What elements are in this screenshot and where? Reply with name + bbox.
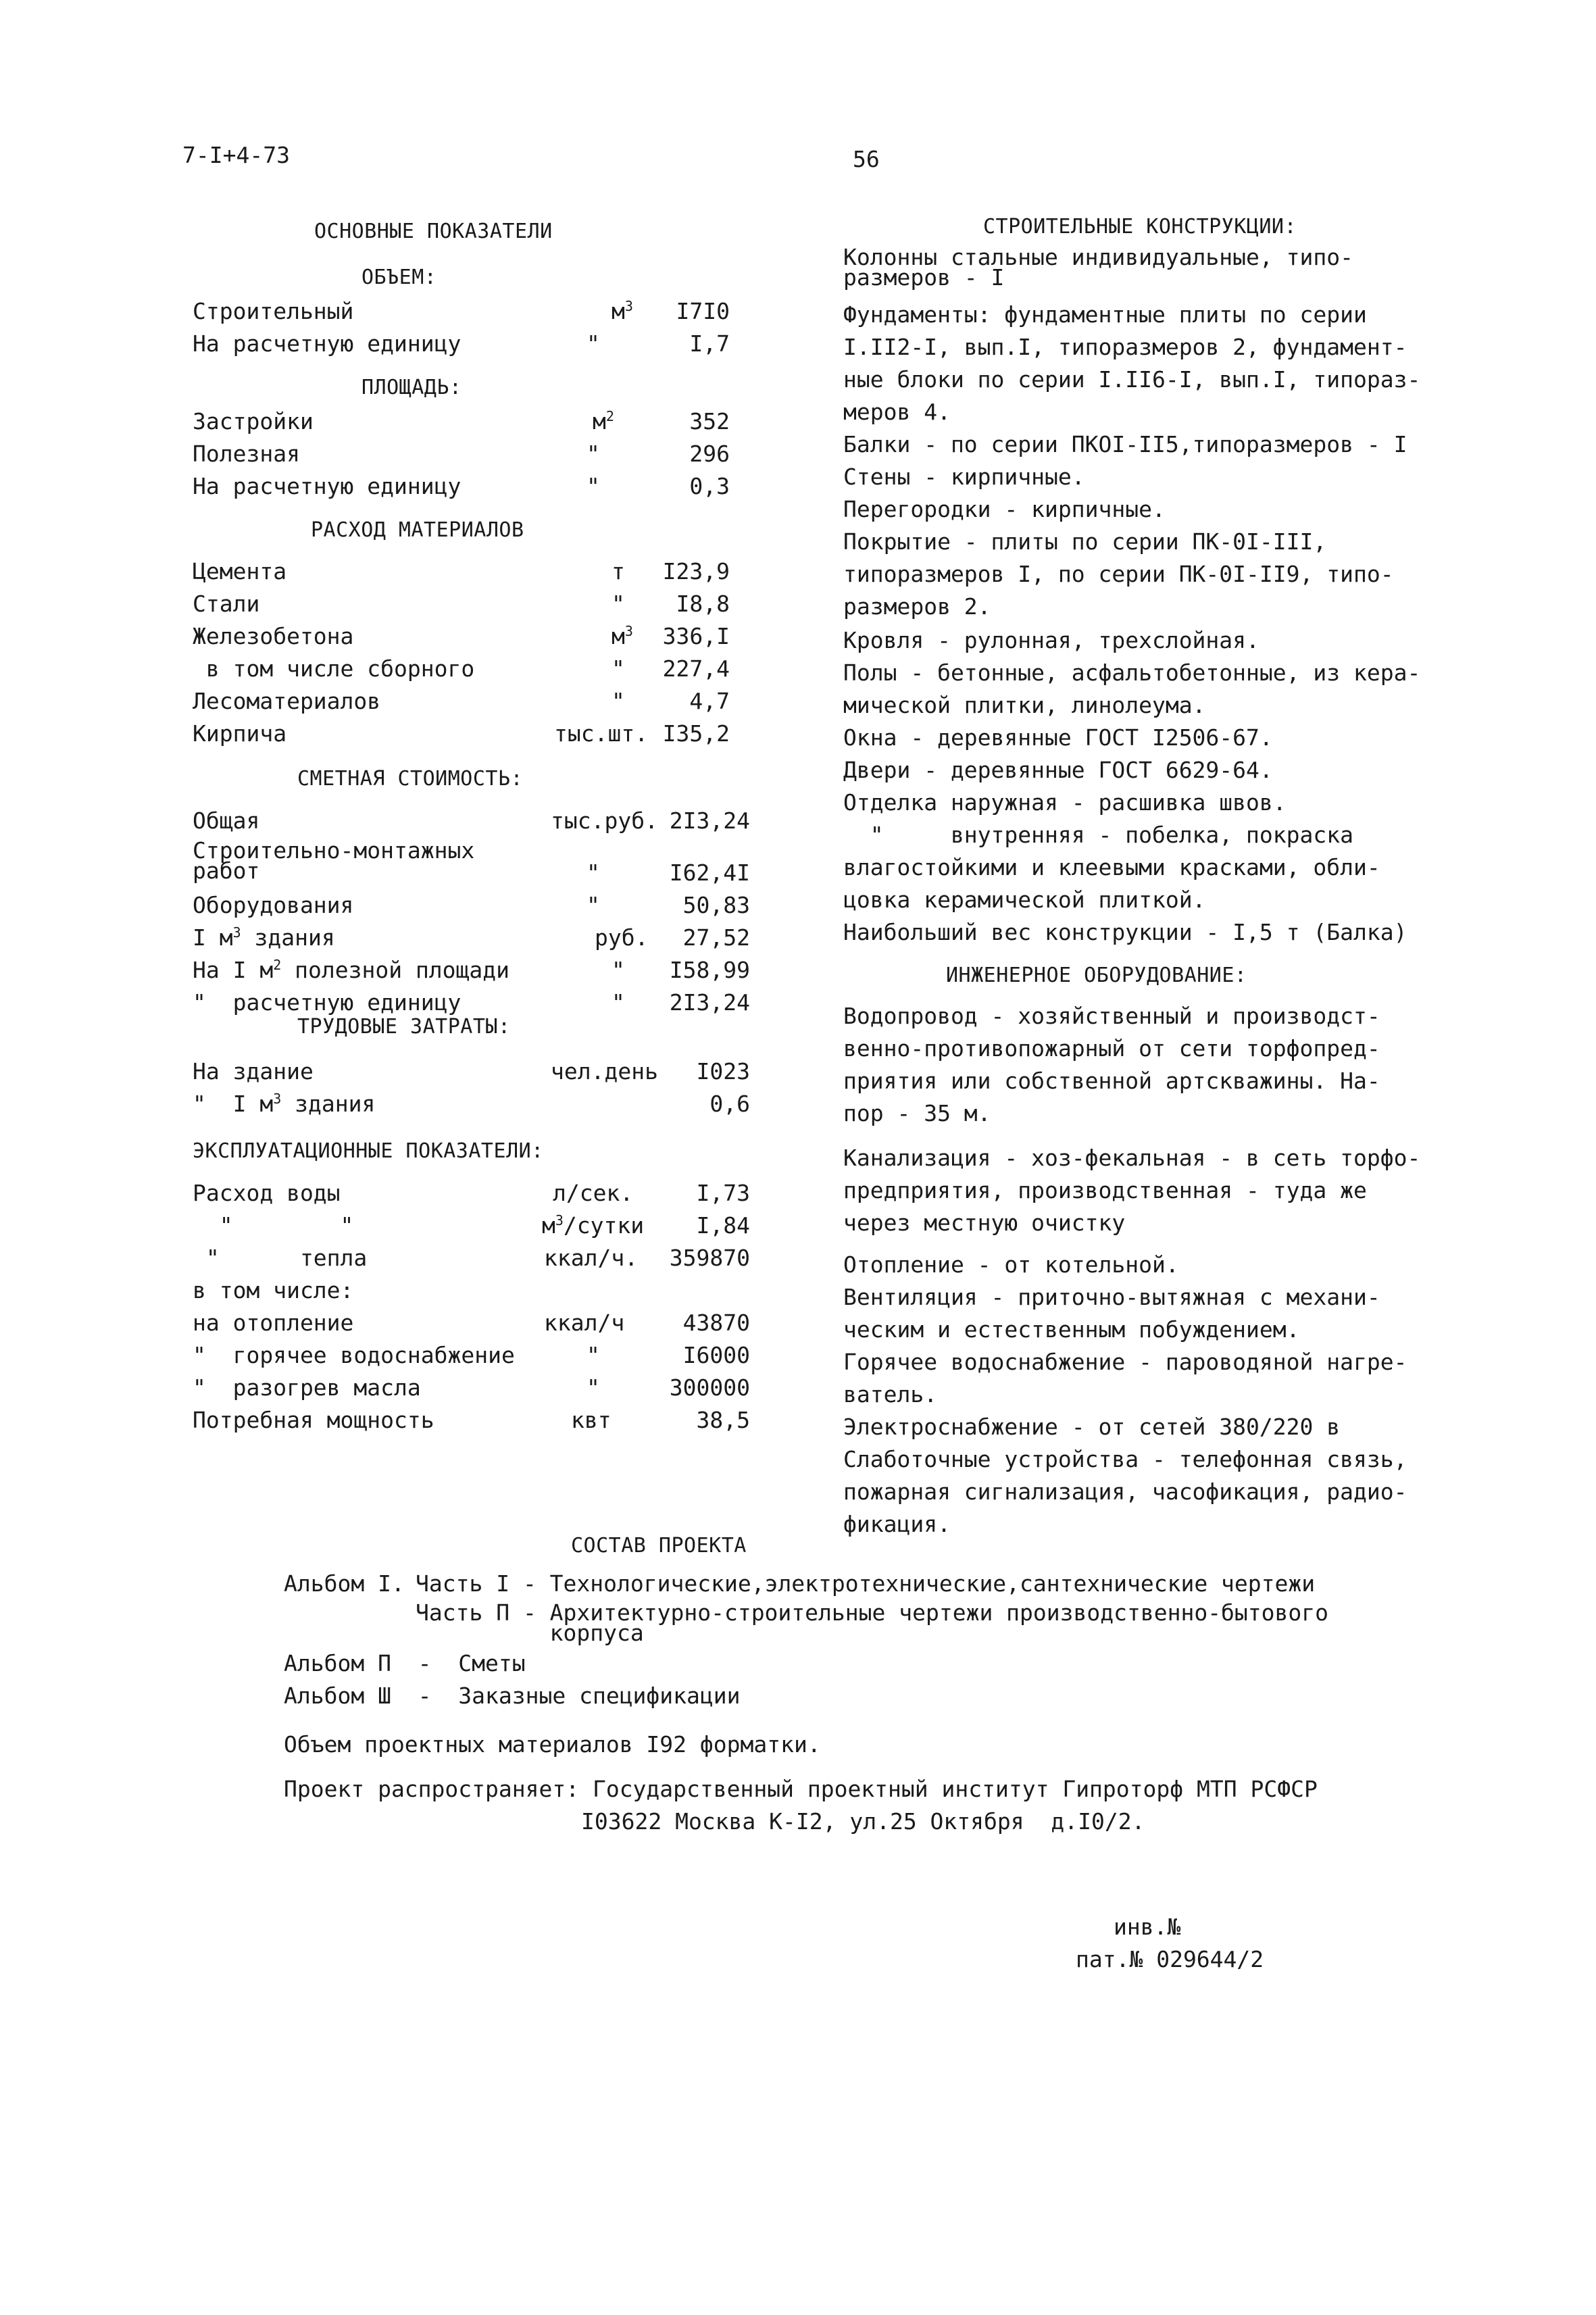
structure-item: Двери - деревянные ГОСТ 6629-64. xyxy=(843,757,1273,783)
operation-row-value: I,84 xyxy=(696,1212,750,1239)
materials-row-value: 4,7 xyxy=(689,688,730,714)
cost-row-value: I62,4I xyxy=(669,860,750,886)
structure-item: Полы - бетонные, асфальтобетонные, из кера- мической плитки, линолеума. xyxy=(843,659,1421,718)
materials-row-value: I8,8 xyxy=(676,591,730,617)
area-row-value: 352 xyxy=(689,408,730,434)
album-1-part-1: Часть I - Технологические,электротехнические,сантехнические чертежи xyxy=(416,1570,1316,1597)
volume-row-unit: $м^3$ xyxy=(612,298,633,324)
volume-title: ОБЪЕМ: xyxy=(361,266,437,289)
operation-row-value: 43870 xyxy=(682,1310,750,1336)
cost-row-unit: тыс.руб. xyxy=(551,807,658,834)
structure-item: Наибольший вес конструкции - I,5 т (Балка) xyxy=(843,919,1407,945)
cost-row-value: 27,52 xyxy=(682,924,750,951)
operation-row-label: " " xyxy=(193,1212,354,1239)
materials-row-unit: тыс.шт. xyxy=(554,720,649,747)
cost-row-unit: " xyxy=(587,892,600,918)
area-row-unit: $м^2$ xyxy=(593,408,614,434)
volume-row-value: I7I0 xyxy=(676,298,730,324)
volume-row-value: I,7 xyxy=(689,330,730,357)
cost-row-value: 50,83 xyxy=(682,892,750,918)
area-row-value: 296 xyxy=(689,441,730,467)
composition-title: СОСТАВ ПРОЕКТА xyxy=(571,1534,747,1558)
operation-row-unit: ккал/ч. xyxy=(544,1245,639,1271)
cost-row-unit: " xyxy=(612,989,625,1016)
area-row-label: На расчетную единицу xyxy=(193,473,462,499)
inventory-number: инв.№ xyxy=(1114,1914,1181,1940)
main-indicators-title: ОСНОВНЫЕ ПОКАЗАТЕЛИ xyxy=(314,220,553,243)
engineering-item: Слаботочные устройства - телефонная связь, пожарная сигнализация, часофикация, радио- фикация. xyxy=(843,1446,1407,1537)
operation-row-unit: " xyxy=(587,1374,600,1401)
materials-row-label: в том числе сборного xyxy=(193,655,475,682)
structure-item: Фундаменты: фундаментные плиты по серии I.II2-I, вып.I, типоразмеров 2, фундамент- ные блоки по серии I.II6-I, вып.I, типораз- меров 4. xyxy=(843,301,1421,425)
materials-row-unit: $м^3$ xyxy=(612,623,633,649)
labor-row-unit: чел.день xyxy=(551,1058,658,1085)
cost-row-unit: руб. xyxy=(595,924,649,951)
labor-row-label: " I $м^3$ здания xyxy=(193,1091,376,1117)
cost-row-label: Строительно-монтажных xyxy=(193,837,475,864)
materials-row-label: Стали xyxy=(193,591,260,617)
materials-row-value: I35,2 xyxy=(662,720,730,747)
area-row-unit: " xyxy=(587,473,600,499)
operation-row-label: Расход воды xyxy=(193,1180,341,1206)
operation-title: ЭКСПЛУАТАЦИОННЫЕ ПОКАЗАТЕЛИ: xyxy=(193,1139,544,1163)
structure-item: Отделка наружная - расшивка швов. " внутренняя - побелка, покраска влагостойкими и клеевыми красками, обли- цовка керамической плиткой. xyxy=(843,789,1380,913)
operation-row-unit: л/сек. xyxy=(553,1180,634,1206)
cost-row-label: Общая xyxy=(193,807,260,834)
engineering-item: Канализация - хоз-фекальная - в сеть торфо- предприятия, производственная - туда же через местную очистку xyxy=(843,1145,1421,1236)
structures-title: СТРОИТЕЛЬНЫЕ КОНСТРУКЦИИ: xyxy=(983,215,1297,239)
page-number: 56 xyxy=(853,146,880,172)
materials-row-label: Лесоматериалов xyxy=(193,688,381,714)
materials-row-label: Цемента xyxy=(193,558,287,584)
engineering-item: Электроснабжение - от сетей 380/220 в xyxy=(843,1414,1341,1440)
structure-item: Стены - кирпичные. xyxy=(843,464,1085,490)
cost-row-label: На I $м^2$ полезной площади xyxy=(193,957,510,983)
materials-row-unit: " xyxy=(612,655,625,682)
cost-row-value: 2I3,24 xyxy=(669,989,750,1016)
document-code: 7-I+4-73 xyxy=(182,142,290,168)
cost-row-value: I58,99 xyxy=(669,957,750,983)
cost-row-label: " расчетную единицу xyxy=(193,989,462,1016)
operation-row-label: " тепла xyxy=(193,1245,368,1271)
cost-row-unit: " xyxy=(587,860,600,886)
cost-row-value: 2I3,24 xyxy=(669,807,750,834)
materials-row-value: 227,4 xyxy=(662,655,730,682)
operation-row-unit: квт xyxy=(571,1407,612,1433)
structure-item: Колонны стальные индивидуальные, типо- размеров - I xyxy=(843,244,1353,291)
cost-row-label-cont: работ xyxy=(193,857,260,884)
distributor: Проект распространяет: Государственный проектный институт Гипроторф МТП РСФСР xyxy=(284,1776,1318,1802)
operation-row-label: Потребная мощность xyxy=(193,1407,434,1433)
materials-volume-note: Объем проектных материалов I92 форматки. xyxy=(284,1731,821,1758)
structure-item: Балки - по серии ПКОI-II5,типоразмеров - I xyxy=(843,431,1407,457)
operation-row-label: " разогрев масла xyxy=(193,1374,421,1401)
operation-row-label: " горячее водоснабжение xyxy=(193,1342,515,1368)
materials-row-unit: " xyxy=(612,591,625,617)
materials-row-value: I23,9 xyxy=(662,558,730,584)
cost-row-unit: " xyxy=(612,957,625,983)
materials-title: РАСХОД МАТЕРИАЛОВ xyxy=(311,518,524,542)
album-1-part-2: Часть П - Архитектурно-строительные чертежи производственно-бытового корпуса xyxy=(416,1599,1329,1646)
engineering-item: Отопление - от котельной. xyxy=(843,1251,1179,1278)
structure-item: Покрытие - плиты по серии ПК-0I-III, типоразмеров I, по серии ПК-0I-II9, типо- размеров 2. xyxy=(843,528,1394,620)
cost-row-label: Оборудования xyxy=(193,892,354,918)
operation-row-unit: ккал/ч xyxy=(544,1310,625,1336)
operation-row-unit: $м^3$/сутки xyxy=(542,1212,645,1239)
album-1-label: Альбом I. xyxy=(284,1570,405,1597)
labor-row-value: I023 xyxy=(696,1058,750,1085)
volume-row-label: Строительный xyxy=(193,298,354,324)
materials-row-label: Железобетона xyxy=(193,623,354,649)
area-row-label: Полезная xyxy=(193,441,300,467)
distributor-address: I03622 Москва К-I2, ул.25 Октября д.I0/2. xyxy=(581,1808,1145,1835)
operation-row-value: 359870 xyxy=(669,1245,750,1271)
operation-row-value: 300000 xyxy=(669,1374,750,1401)
patent-number: пат.№ 029644/2 xyxy=(1076,1946,1264,1972)
engineering-item: Горячее водоснабжение - пароводяной нагре- ватель. xyxy=(843,1349,1407,1408)
cost-row-label: I $м^3$ здания xyxy=(193,924,335,951)
album-3: Альбом Ш - Заказные спецификации xyxy=(284,1683,741,1709)
structure-item: Перегородки - кирпичные. xyxy=(843,496,1166,522)
materials-row-unit: " xyxy=(612,688,625,714)
area-row-unit: " xyxy=(587,441,600,467)
operation-row-value: 38,5 xyxy=(696,1407,750,1433)
cost-title: СМЕТНАЯ СТОИМОСТЬ: xyxy=(297,767,524,791)
structure-item: Кровля - рулонная, трехслойная. xyxy=(843,627,1260,653)
structure-item: Окна - деревянные ГОСТ I2506-67. xyxy=(843,724,1273,751)
engineering-item: Водопровод - хозяйственный и производст- венно-противопожарный от сети торфопред- приятия или собственной артскважины. На- пор - 35 м. xyxy=(843,1003,1380,1126)
area-row-label: Застройки xyxy=(193,408,314,434)
engineering-title: ИНЖЕНЕРНОЕ ОБОРУДОВАНИЕ: xyxy=(946,964,1247,987)
operation-row-label: в том числе: xyxy=(193,1277,354,1303)
volume-row-unit: " xyxy=(587,330,600,357)
materials-row-value: 336,I xyxy=(662,623,730,649)
materials-row-unit: т xyxy=(612,558,625,584)
labor-row-value: 0,6 xyxy=(709,1091,750,1117)
labor-title: ТРУДОВЫЕ ЗАТРАТЫ: xyxy=(297,1015,511,1039)
area-title: ПЛОЩАДЬ: xyxy=(361,376,462,399)
materials-row-label: Кирпича xyxy=(193,720,287,747)
operation-row-value: I,73 xyxy=(696,1180,750,1206)
area-row-value: 0,3 xyxy=(689,473,730,499)
volume-row-label: На расчетную единицу xyxy=(193,330,462,357)
engineering-item: Вентиляция - приточно-вытяжная с механи- ческим и естественным побуждением. xyxy=(843,1284,1380,1343)
operation-row-unit: " xyxy=(587,1342,600,1368)
album-2: Альбом П - Сметы xyxy=(284,1650,526,1676)
operation-row-label: на отопление xyxy=(193,1310,354,1336)
operation-row-value: I6000 xyxy=(682,1342,750,1368)
labor-row-label: На здание xyxy=(193,1058,314,1085)
